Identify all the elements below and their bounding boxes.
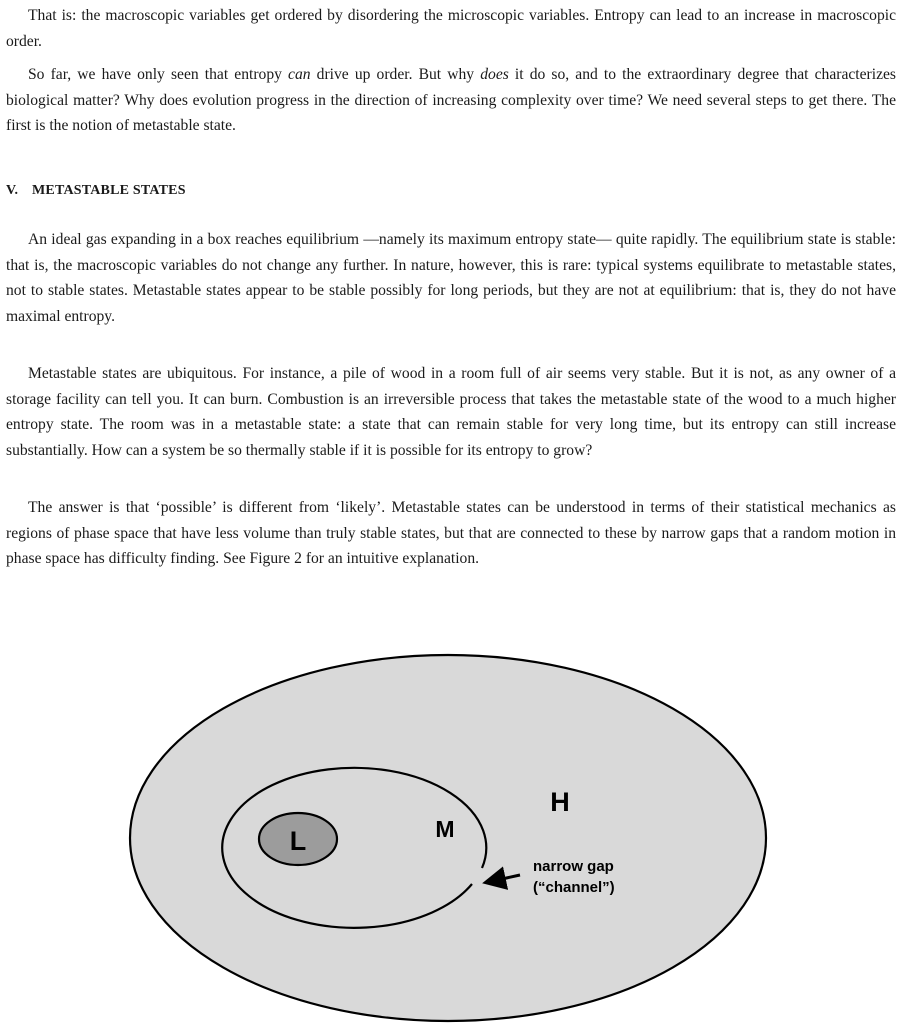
label-H: H — [550, 787, 570, 817]
emphasis-does: does — [480, 66, 509, 83]
paragraph-1: That is: the macroscopic variables get ordered by disordering the microscopic variables. Entropy can lead to an increase in macroscopic order. — [6, 7, 896, 50]
section-title: METASTABLE STATES — [32, 183, 186, 198]
figure-2-phase-space-diagram — [126, 648, 776, 1026]
paragraph-2-part-a: So far, we have only seen that entropy — [28, 66, 289, 83]
label-M: M — [435, 816, 455, 842]
paragraph-5: The answer is that ‘possible’ is different from ‘likely’. Metastable states can be understood in terms of their statistical mechanics as regions of phase space that have less volume than truly stable states, but that are connected to these by narrow gaps that a random motion in phase space has difficulty finding. See Figure 2 for an intuitive explanation. — [6, 499, 896, 567]
label-L: L — [289, 826, 307, 856]
paragraph-2-part-b: drive up order. But why — [310, 66, 481, 83]
section-number: V. — [6, 183, 19, 198]
gap-label-line-2: (“channel”) — [533, 879, 615, 896]
gap-label-line-1: narrow gap — [533, 858, 614, 875]
paragraph-2 — [6, 62, 896, 139]
section-heading — [6, 183, 186, 199]
emphasis-can: can — [288, 66, 311, 83]
paragraph-4: Metastable states are ubiquitous. For instance, a pile of wood in a room full of air seems very stable. But it is not, as any owner of a storage facility can tell you. It can burn. Combustion is an irreversible process that takes the metastable state of the wood to a much higher entropy state. The room was in a metastable state: a state that can remain stable for very long time, but its entropy can still increase substantially. How can a system be so thermally stable if it is possible for its entropy to grow? — [6, 365, 896, 459]
paragraph-2-part-c: it do so, and to the extraordinary degree that characterizes biological matter? Why does evolution progress in the direction of increasing complexity over time? We need several steps to get there. The first is the notion of metastable state. — [6, 66, 896, 134]
paragraph-3: An ideal gas expanding in a box reaches equilibrium —namely its maximum entropy state— quite rapidly. The equilibrium state is stable: that is, the macroscopic variables do not change any further. In nature, however, this is rare: typical systems equilibrate to metastable states, not to stable states. Metastable states appear to be stable possibly for long periods, but they are not at equilibrium: that is, they do not have maximal entropy. — [6, 231, 896, 325]
